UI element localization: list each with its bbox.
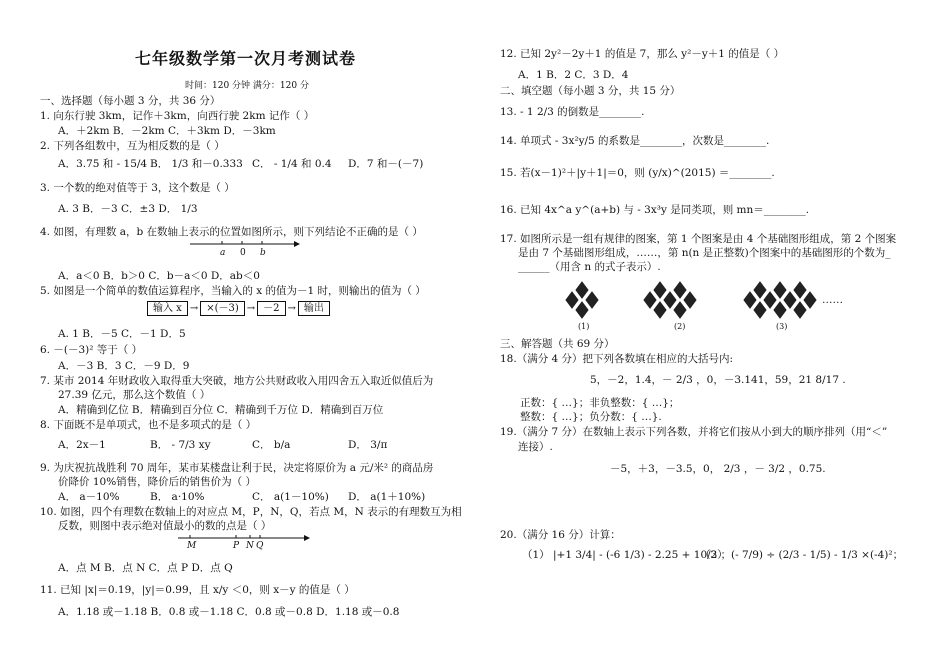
q9-option-a: A． a－10% bbox=[58, 491, 120, 503]
q10-options: A．点 M B．点 N C．点 P D．点 Q bbox=[58, 562, 233, 574]
q9-option-c: C． a(1－10%) bbox=[252, 491, 329, 503]
exam-info: 时间：120 分钟 满分：120 分 bbox=[185, 81, 309, 91]
q20-expression-1: （1） |+1 3/4| - (-6 1/3) - 2.25 + 10/3 ； bbox=[522, 549, 732, 561]
q13-text: 13. - 1 2/3 的倒数是________. bbox=[500, 106, 645, 118]
q17-label-1: (1) bbox=[578, 322, 590, 331]
q17-line1: 17. 如图所示是一组有规律的图案，第 1 个图案是由 4 个基础图形组成，第 2 个图案 bbox=[500, 233, 897, 245]
q15-text: 15. 若(x－1)²＋|y＋1|＝0，则 (y/x)^(2015) ＝________. bbox=[500, 167, 775, 179]
q14-text: 14. 单项式 - 3x²y/5 的系数是________，次数是________. bbox=[500, 135, 770, 147]
q10-label-q: Q bbox=[256, 541, 264, 551]
q5-stem: 5. 如图是一个简单的数值运算程序，当输入的 x 的值为－1 时，则输出的值为（ ） bbox=[40, 285, 426, 297]
q17-label-3: (3) bbox=[776, 322, 788, 331]
q4-label-a: a bbox=[220, 248, 226, 258]
q5-flowchart bbox=[145, 301, 332, 316]
section-choice-title: 一、选择题（每小题 3 分，共 36 分） bbox=[40, 95, 221, 107]
q11-options: A．1.18 或－1.18 B．0.8 或－1.18 C．0.8 或－0.8 D．1.18 或－0.8 bbox=[58, 606, 400, 618]
section-solve-title: 三、解答题（共 69 分） bbox=[500, 338, 615, 350]
arrow-icon: → bbox=[287, 303, 296, 314]
q20-stem: 20.（满分 16 分）计算： bbox=[500, 529, 621, 541]
q10-number-line bbox=[178, 532, 310, 546]
q2-option-c: C． - 1/4 和 0.4 bbox=[252, 158, 332, 170]
flow-subtract-box: －2 bbox=[257, 301, 285, 316]
q19-stem: 19.（满分 7 分）在数轴上表示下列各数，并将它们按从小到大的顺序排列（用“＜” bbox=[500, 426, 888, 438]
q8-option-d: D． 3/π bbox=[348, 439, 388, 451]
q18-row-positive: 正数：{ …}；非负整数：{ …}； bbox=[520, 397, 680, 409]
q8-stem: 8. 下面既不是单项式，也不是多项式的是（ ） bbox=[40, 419, 257, 431]
q9-option-b: B． a·10% bbox=[150, 491, 205, 503]
q8-option-a: A．2x－1 bbox=[58, 439, 106, 451]
flow-input-box: 输入 x bbox=[147, 301, 188, 316]
q2-option-d: D．7 和－(－7) bbox=[348, 158, 424, 170]
q7-stem-continued: 27.39 亿元，那么这个数值（ ） bbox=[58, 389, 211, 401]
q10-label-p: P bbox=[233, 541, 240, 551]
q9-option-d: D． a(1＋10%) bbox=[348, 491, 426, 503]
q18-stem: 18.（满分 4 分）把下列各数填在相应的大括号内: bbox=[500, 353, 734, 365]
arrow-icon: → bbox=[189, 303, 199, 314]
q17-line2: 是由 7 个基础图形组成，……，第 n(n 是正整数)个图案中的基础图形的个数为_ bbox=[518, 247, 891, 259]
q5-options: A. 1 B．－5 C．－1 D．5 bbox=[58, 328, 186, 340]
q19-numbers: －5，＋3，－3.5，0， 2/3 ，－ 3/2 ，0.75. bbox=[610, 463, 826, 475]
q7-options: A．精确到亿位 B．精确到百分位 C．精确到千万位 D．精确到百万位 bbox=[58, 404, 384, 416]
q10-stem: 10. 如图，四个有理数在数轴上的对应点 M，P，N，Q，若点 M，N 表示的有理数互为相 bbox=[40, 506, 462, 518]
q17-pattern-figure bbox=[560, 276, 850, 324]
q7-stem: 7. 某市 2014 年财政收入取得重大突破，地方公共财政收入用四舍五入取近似值后为 bbox=[40, 375, 434, 387]
q9-stem: 9. 为庆祝抗战胜利 70 周年，某市某楼盘让利于民，决定将原价为 a 元/米² 的商品房 bbox=[40, 462, 434, 474]
q8-option-b: B． - 7/3 xy bbox=[150, 439, 211, 451]
page-title: 七年级数学第一次月考测试卷 bbox=[135, 49, 357, 68]
q4-stem: 4. 如图，有理数 a，b 在数轴上表示的位置如图所示，则下列结论不正确的是（ ） bbox=[40, 226, 423, 238]
q17-ellipsis: …… bbox=[822, 294, 843, 306]
q3-stem: 3. 一个数的绝对值等于 3，这个数是（ ） bbox=[40, 182, 235, 194]
q3-options: A. 3 B．－3 C．±3 D． 1/3 bbox=[58, 203, 198, 215]
q20-expression-2: （2） (- 7/9) ÷ (2/3 - 1/5) - 1/3 ×(-4)²； bbox=[700, 549, 904, 561]
q11-stem: 11. 已知 |x|＝0.19，|y|＝0.99，且 x/y ＜0，则 x－y 的值是（ ） bbox=[40, 584, 355, 596]
q18-numbers: 5，－2，1.4，－ 2/3 ，0，－3.141，59，21 8/17 . bbox=[590, 374, 846, 386]
q12-options: A．1 B．2 C．3 D．4 bbox=[518, 69, 629, 81]
q1-stem: 1. 向东行驶 3km，记作＋3km，向西行驶 2km 记作（ ） bbox=[40, 110, 315, 122]
q19-stem-continued: 连接）. bbox=[518, 441, 553, 453]
section-fill-title: 二、填空题（每小题 3 分，共 15 分） bbox=[500, 85, 681, 97]
q18-row-integer: 整数：{ …}；负分数：{ …}. bbox=[520, 411, 662, 423]
q4-label-zero: 0 bbox=[240, 248, 246, 258]
q9-stem-continued: 价降价 10%销售，降价后的销售价为（ ） bbox=[58, 476, 257, 488]
q1-options: A．＋2km B．－2km C．＋3km D．－3km bbox=[58, 125, 276, 137]
q6-stem: 6. －(－3)² 等于（ ） bbox=[40, 344, 143, 356]
q10-label-n: N bbox=[246, 541, 254, 551]
flow-multiply-box: ×(－3) bbox=[200, 301, 245, 316]
q12-stem: 12. 已知 2y²－2y＋1 的值是 7，那么 y²－y＋1 的值是（ ） bbox=[500, 48, 785, 60]
q10-stem-continued: 反数，则图中表示绝对值最小的数的点是（ ） bbox=[58, 520, 272, 532]
flow-output-box: 输出 bbox=[298, 301, 330, 316]
q2-option-b: B． 1/3 和－0.333 bbox=[150, 158, 243, 170]
q2-option-a: A．3.75 和 - 15/4 bbox=[58, 158, 148, 170]
q4-label-b: b bbox=[260, 248, 266, 258]
q17-label-2: (2) bbox=[674, 322, 686, 331]
q10-label-m: M bbox=[187, 541, 197, 551]
q16-text: 16. 已知 4x^a y^(a+b) 与 - 3x³y 是同类项，则 mn＝________. bbox=[500, 204, 810, 216]
q17-line3: ______（用含 n 的式子表示）. bbox=[518, 261, 661, 273]
arrow-icon: → bbox=[246, 303, 256, 314]
q2-stem: 2. 下列各组数中，互为相反数的是（ ） bbox=[40, 140, 225, 152]
q4-options: A．a＜0 B．b＞0 C．b－a＜0 D．ab＜0 bbox=[58, 270, 260, 282]
q8-option-c: C． b/a bbox=[252, 439, 291, 451]
q6-options: A．－3 B．3 C．－9 D．9 bbox=[58, 360, 190, 372]
